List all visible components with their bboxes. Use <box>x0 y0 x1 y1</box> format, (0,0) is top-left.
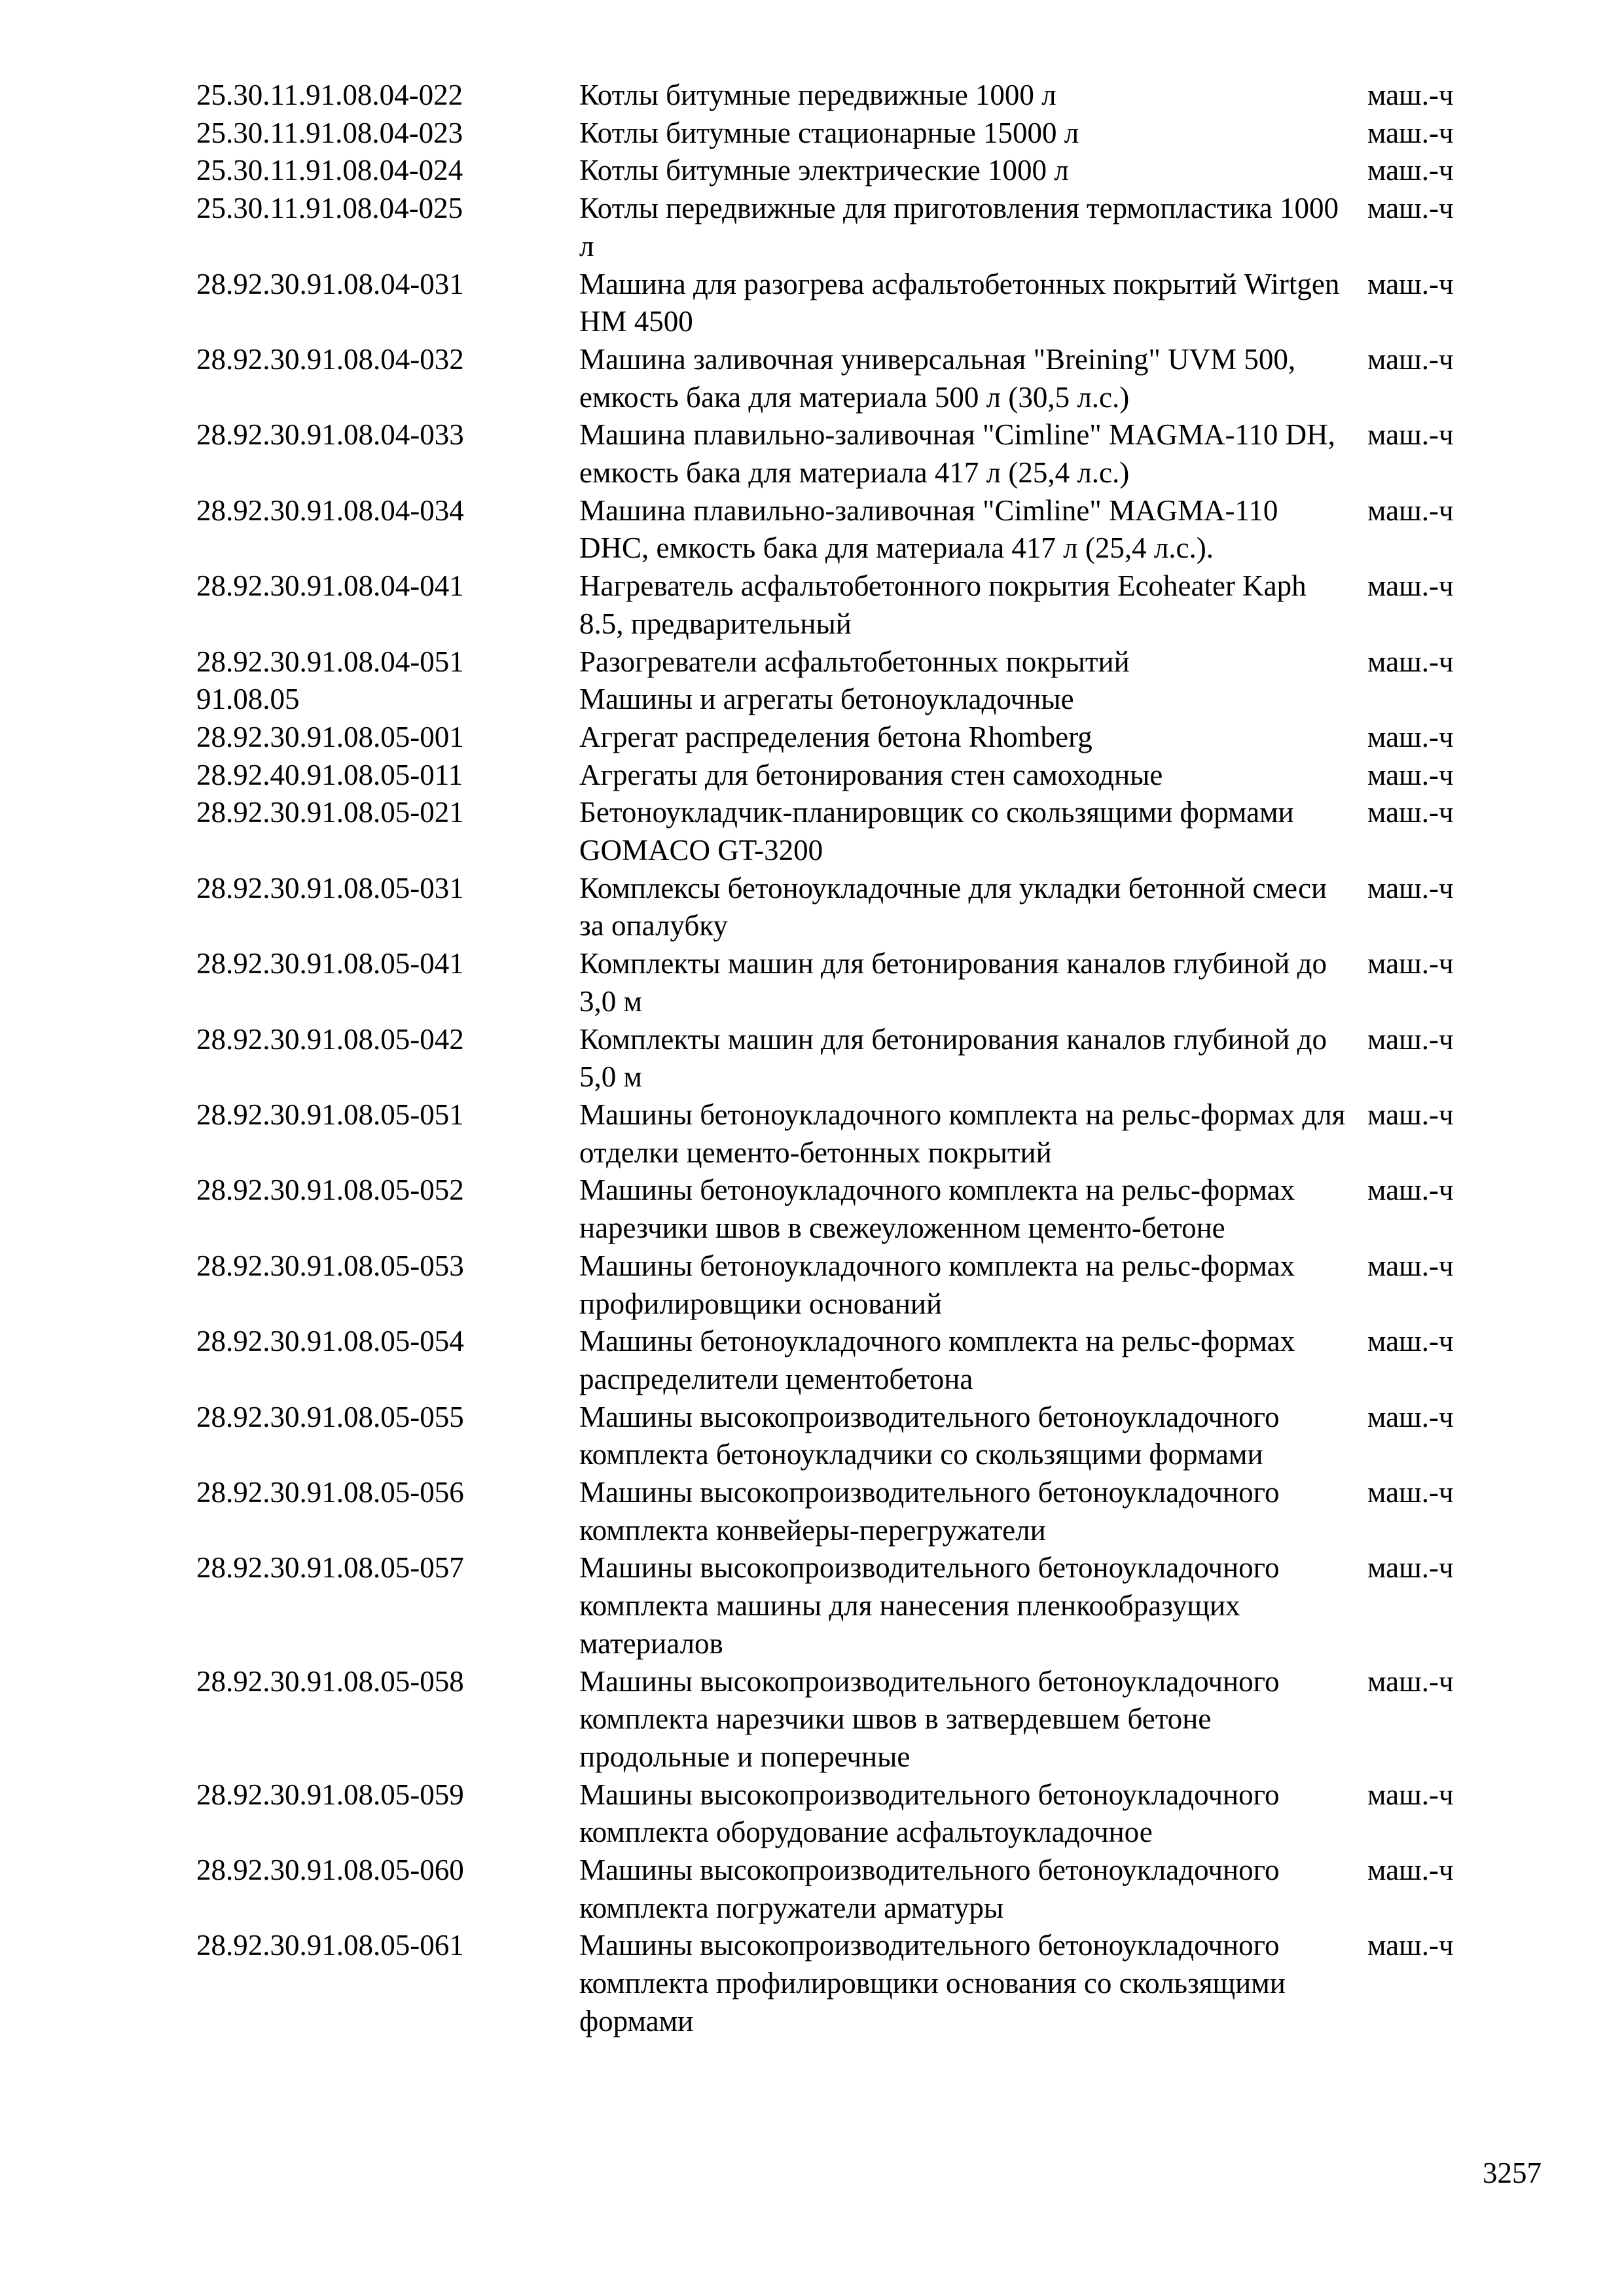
row-name: Машины бетоноукладочного комплекта на рельс-формах распределители цементобетона <box>579 1325 1295 1395</box>
row-code: 28.92.30.91.08.05-021 <box>196 796 464 829</box>
row-name: Машины бетоноукладочного комплекта на рельс-формах профилировщики оснований <box>579 1249 1295 1320</box>
table-row <box>196 416 1506 492</box>
row-unit: маш.-ч <box>1367 267 1454 300</box>
row-name: Котлы битумные стационарные 15000 л <box>579 116 1079 149</box>
row-unit: маш.-ч <box>1367 192 1454 225</box>
table-row <box>196 945 1506 1020</box>
row-name: Машины и агрегаты бетоноукладочные <box>579 683 1074 716</box>
row-name: Машины высокопроизводительного бетоноукладочного комплекта конвейеры-перегружатели <box>579 1476 1280 1547</box>
table-row <box>196 1852 1506 1927</box>
row-unit: маш.-ч <box>1367 720 1454 753</box>
row-code: 25.30.11.91.08.04-024 <box>196 154 463 187</box>
row-unit: маш.-ч <box>1367 342 1454 376</box>
row-code: 28.92.30.91.08.05-061 <box>196 1929 464 1962</box>
table-row <box>196 757 1506 795</box>
row-name: Машины бетоноукладочного комплекта на рельс-формах нарезчики швов в свежеуложенном цементо-бетоне <box>579 1174 1295 1245</box>
row-unit: маш.-ч <box>1367 1249 1454 1282</box>
row-name: Машины высокопроизводительного бетоноукладочного комплекта нарезчики швов в затвердевшем бетоне продольные и поперечные <box>579 1664 1280 1773</box>
row-unit <box>1367 681 1506 719</box>
table-row <box>196 567 1506 643</box>
row-code: 28.92.30.91.08.05-060 <box>196 1854 464 1887</box>
row-name: Котлы битумные электрические 1000 л <box>579 154 1069 187</box>
row-name: Нагреватель асфальтобетонного покрытия Ecoheater Kaph 8.5, предварительный <box>579 569 1307 640</box>
row-name: Агрегаты для бетонирования стен самоходные <box>579 758 1163 791</box>
table-row <box>196 190 1506 265</box>
row-code: 28.92.30.91.08.05-052 <box>196 1174 464 1207</box>
table-row <box>196 1323 1506 1398</box>
table-row <box>196 1549 1506 1662</box>
row-name: Машины высокопроизводительного бетоноукладочного комплекта погружатели арматуры <box>579 1854 1280 1924</box>
row-unit: маш.-ч <box>1367 569 1454 603</box>
row-code: 28.92.30.91.08.05-041 <box>196 947 464 980</box>
row-unit: маш.-ч <box>1367 796 1454 829</box>
table-row <box>196 1776 1506 1852</box>
row-name: Машины высокопроизводительного бетоноукладочного комплекта профилировщики основания со скользящими формами <box>579 1929 1286 2037</box>
row-unit: маш.-ч <box>1367 1400 1454 1433</box>
table-row <box>196 152 1506 190</box>
row-unit: маш.-ч <box>1367 645 1454 678</box>
table-row <box>196 266 1506 341</box>
row-code: 28.92.30.91.08.05-056 <box>196 1476 464 1509</box>
table-row <box>196 794 1506 869</box>
row-unit: маш.-ч <box>1367 1664 1454 1698</box>
row-unit: маш.-ч <box>1367 116 1454 149</box>
row-code: 25.30.11.91.08.04-023 <box>196 116 463 149</box>
row-code: 28.92.30.91.08.05-053 <box>196 1249 464 1282</box>
row-unit: маш.-ч <box>1367 154 1454 187</box>
table-row <box>196 77 1506 115</box>
table-row <box>196 1021 1506 1096</box>
row-unit: маш.-ч <box>1367 758 1454 791</box>
table-row <box>196 492 1506 567</box>
row-unit: маш.-ч <box>1367 1854 1454 1887</box>
row-name: Разогреватели асфальтобетонных покрытий <box>579 645 1130 678</box>
table-row <box>196 1474 1506 1549</box>
row-code: 28.92.30.91.08.05-042 <box>196 1022 464 1056</box>
resource-table-body <box>196 77 1506 2041</box>
row-unit: маш.-ч <box>1367 1551 1454 1585</box>
table-row <box>196 870 1506 945</box>
row-code: 28.92.30.91.08.05-054 <box>196 1325 464 1358</box>
row-code: 28.92.30.91.08.04-034 <box>196 493 464 527</box>
row-code: 28.92.30.91.08.04-033 <box>196 418 464 452</box>
row-unit: маш.-ч <box>1367 493 1454 527</box>
row-unit: маш.-ч <box>1367 871 1454 905</box>
table-row <box>196 341 1506 416</box>
row-code: 91.08.05 <box>196 683 300 716</box>
table-row <box>196 643 1506 681</box>
row-name: Машины высокопроизводительного бетоноукладочного комплекта оборудование асфальтоукладочное <box>579 1778 1280 1849</box>
resource-table <box>196 77 1506 2041</box>
table-row <box>196 719 1506 757</box>
row-name: Котлы передвижные для приготовления термопластика 1000 л <box>579 192 1339 262</box>
table-row <box>196 1399 1506 1474</box>
row-unit: маш.-ч <box>1367 947 1454 980</box>
row-code: 28.92.30.91.08.05-057 <box>196 1551 464 1585</box>
row-code: 28.92.30.91.08.05-058 <box>196 1664 464 1698</box>
row-name: Машины высокопроизводительного бетоноукладочного комплекта машины для нанесения пленкообразущих материалов <box>579 1551 1280 1660</box>
row-name: Бетоноукладчик-планировщик со скользящими формами GOMACO GT-3200 <box>579 796 1294 867</box>
row-name: Комплекты машин для бетонирования каналов глубиной до 5,0 м <box>579 1022 1327 1094</box>
row-unit: маш.-ч <box>1367 79 1454 111</box>
row-unit: маш.-ч <box>1367 1022 1454 1056</box>
row-name: Машина плавильно-заливочная "Cimline" MAGMA-110 DH, емкость бака для материала 417 л (25,4 л.с.) <box>579 418 1335 490</box>
row-code: 28.92.30.91.08.05-055 <box>196 1400 464 1433</box>
row-name: Комплекты машин для бетонирования каналов глубиной до 3,0 м <box>579 947 1327 1018</box>
row-code: 28.92.30.91.08.04-032 <box>196 342 464 376</box>
row-unit: маш.-ч <box>1367 1098 1454 1131</box>
page-number: 3257 <box>1483 2157 1542 2189</box>
row-code: 28.92.30.91.08.04-041 <box>196 569 464 603</box>
row-code: 28.92.30.91.08.05-059 <box>196 1778 464 1811</box>
row-name: Агрегат распределения бетона Rhomberg <box>579 720 1092 753</box>
row-unit: маш.-ч <box>1367 1476 1454 1509</box>
row-code: 28.92.30.91.08.05-031 <box>196 871 464 905</box>
row-code: 28.92.30.91.08.05-051 <box>196 1098 464 1131</box>
table-row <box>196 681 1506 719</box>
row-name: Машина плавильно-заливочная "Cimline" MAGMA-110 DHC, емкость бака для материала 417 л (25,4 л.с.). <box>579 493 1278 565</box>
row-name: Машина для разогрева асфальтобетонных покрытий Wirtgen HM 4500 <box>579 267 1340 338</box>
table-row <box>196 1096 1506 1172</box>
table-row <box>196 115 1506 152</box>
row-code: 25.30.11.91.08.04-022 <box>196 79 463 111</box>
table-row <box>196 1663 1506 1776</box>
row-unit: маш.-ч <box>1367 1778 1454 1811</box>
table-row <box>196 1172 1506 1247</box>
row-unit: маш.-ч <box>1367 1929 1454 1962</box>
row-code: 25.30.11.91.08.04-025 <box>196 192 463 225</box>
row-code: 28.92.30.91.08.04-031 <box>196 267 464 300</box>
row-name: Машины бетоноукладочного комплекта на рельс-формах для отделки цементо-бетонных покрытий <box>579 1098 1346 1169</box>
row-unit: маш.-ч <box>1367 1325 1454 1358</box>
row-code: 28.92.30.91.08.04-051 <box>196 645 464 678</box>
row-name: Машины высокопроизводительного бетоноукладочного комплекта бетоноукладчики со скользящими формами <box>579 1400 1280 1471</box>
table-row <box>196 1247 1506 1323</box>
row-name: Машина заливочная универсальная "Breining" UVM 500, емкость бака для материала 500 л (30,5 л.с.) <box>579 342 1296 414</box>
row-name: Котлы битумные передвижные 1000 л <box>579 79 1056 111</box>
row-code: 28.92.40.91.08.05-011 <box>196 758 463 791</box>
row-name: Комплексы бетоноукладочные для укладки бетонной смеси за опалубку <box>579 871 1327 942</box>
row-code: 28.92.30.91.08.05-001 <box>196 720 464 753</box>
row-unit: маш.-ч <box>1367 1174 1454 1207</box>
row-unit: маш.-ч <box>1367 418 1454 452</box>
table-row <box>196 1927 1506 2040</box>
